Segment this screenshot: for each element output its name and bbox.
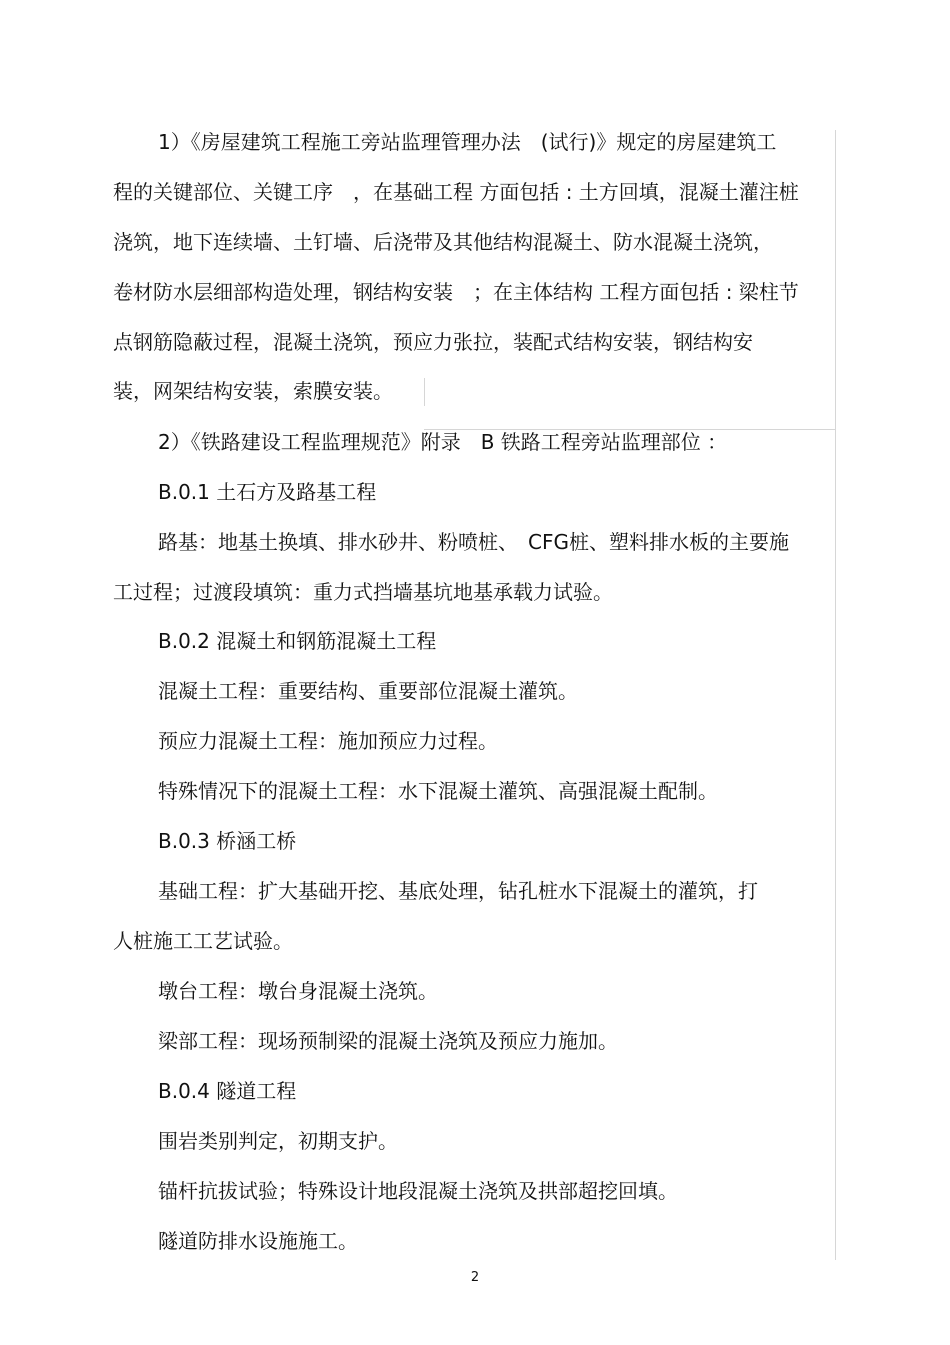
b04-title: B.0.4 隧道工程 bbox=[158, 1079, 297, 1103]
b02-item: 预应力混凝土工程：施加预应力过程。 bbox=[158, 729, 498, 753]
b02-item: 特殊情况下的混凝土工程：水下混凝土灌筑、高强混凝土配制。 bbox=[158, 779, 718, 803]
page-number: 2 bbox=[470, 1270, 480, 1285]
b03-item: 梁部工程：现场预制梁的混凝土浇筑及预应力施加。 bbox=[158, 1029, 618, 1053]
paragraph-1-line-2: 程的关键部位、关键工序 ，在基础工程 方面包括 : 土方回填，混凝土灌注桩 bbox=[113, 180, 799, 204]
b03-line-2: 人桩施工工艺试验。 bbox=[113, 929, 293, 953]
paragraph-1-line-6: 装，网架结构安装，索膜安装。 bbox=[113, 379, 393, 403]
paragraph-1-line-5: 点钢筋隐蔽过程，混凝土浇筑，预应力张拉，装配式结构安装，钢结构安 bbox=[113, 330, 753, 354]
section-2-heading: 2）《铁路建设工程监理规范》附录 B 铁路工程旁站监理部位 ： bbox=[158, 430, 728, 454]
b02-title: B.0.2 混凝土和钢筋混凝土工程 bbox=[158, 629, 437, 653]
b03-line-1: 基础工程：扩大基础开挖、基底处理，钻孔桩水下混凝土的灌筑，打 bbox=[158, 879, 758, 903]
paragraph-1-line-1: 1）《房屋建筑工程施工旁站监理管理办法 (试行)》规定的房屋建筑工 bbox=[158, 130, 777, 154]
b03-title: B.0.3 桥涵工桥 bbox=[158, 829, 297, 853]
b04-item: 锚杆抗拔试验；特殊设计地段混凝土浇筑及拱部超挖回填。 bbox=[158, 1179, 678, 1203]
right-margin-rule bbox=[835, 130, 836, 1260]
b04-item: 围岩类别判定，初期支护。 bbox=[158, 1129, 398, 1153]
paragraph-1-line-4: 卷材防水层细部构造处理，钢结构安装 ；在主体结构 工程方面包括 : 梁柱节 bbox=[113, 280, 799, 304]
short-margin-rule bbox=[424, 378, 425, 406]
paragraph-1-line-3: 浇筑，地下连续墙、土钉墙、后浇带及其他结构混凝土、防水混凝土浇筑， bbox=[113, 230, 773, 254]
b01-line-1: 路基：地基土换填、排水砂井、粉喷桩、 CFG桩、塑料排水板的主要施 bbox=[158, 530, 789, 554]
b02-item: 混凝土工程：重要结构、重要部位混凝土灌筑。 bbox=[158, 679, 578, 703]
b01-line-2: 工过程；过渡段填筑：重力式挡墙基坑地基承载力试验。 bbox=[113, 580, 613, 604]
b01-title: B.0.1 土石方及路基工程 bbox=[158, 480, 377, 504]
b03-item: 墩台工程：墩台身混凝土浇筑。 bbox=[158, 979, 438, 1003]
b04-item: 隧道防排水设施施工。 bbox=[158, 1229, 358, 1253]
